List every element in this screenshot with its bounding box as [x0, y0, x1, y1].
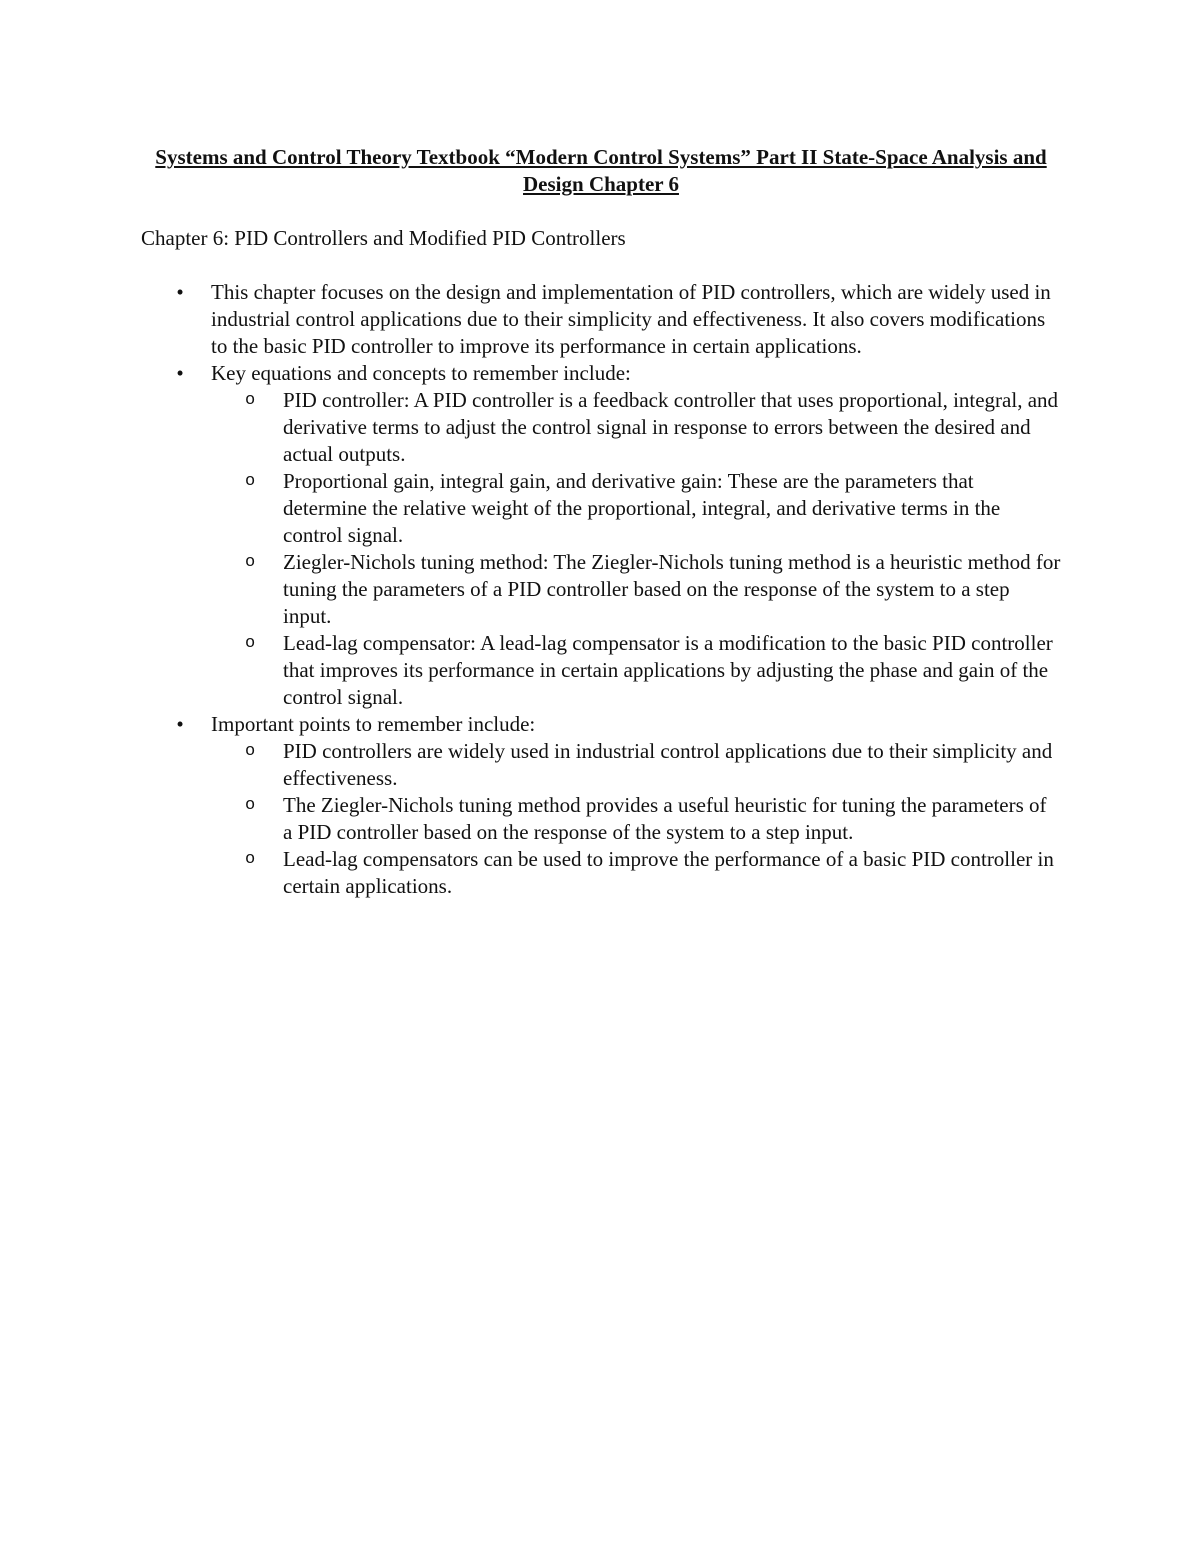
document-page — [141, 144, 1061, 900]
bullet-text: Key equations and concepts to remember include: — [211, 361, 631, 385]
sub-bullet-item — [141, 549, 1061, 630]
bullet-icon: • — [176, 280, 184, 304]
sub-bullet-item — [141, 792, 1061, 846]
bullet-list — [141, 279, 1061, 900]
sub-bullet-text: PID controllers are widely used in industrial control applications due to their simplicity and effectiveness. — [283, 739, 1053, 790]
bullet-icon: • — [176, 712, 184, 736]
sub-bullet-icon: o — [245, 472, 256, 491]
sub-bullet-list — [211, 738, 1061, 900]
sub-bullet-icon: o — [245, 850, 256, 869]
sub-bullet-icon: o — [245, 634, 256, 653]
sub-bullet-text: Lead-lag compensator: A lead-lag compensator is a modification to the basic PID controller that improves its performance in certain applications by adjusting the phase and gain of the control signal. — [283, 631, 1053, 709]
sub-bullet-text: Lead-lag compensators can be used to improve the performance of a basic PID controller in certain applications. — [283, 847, 1054, 898]
sub-bullet-text: Ziegler-Nichols tuning method: The Ziegler-Nichols tuning method is a heuristic method for tuning the parameters of a PID controller based on the response of the system to a step input. — [283, 550, 1061, 628]
bullet-item — [141, 279, 1061, 360]
sub-bullet-icon: o — [245, 742, 256, 761]
chapter-heading: Chapter 6: PID Controllers and Modified PID Controllers — [141, 226, 626, 250]
bullet-item — [141, 360, 1061, 711]
sub-bullet-list — [211, 387, 1061, 711]
sub-bullet-text: The Ziegler-Nichols tuning method provides a useful heuristic for tuning the parameters of a PID controller based on the response of the system to a step input. — [283, 793, 1047, 844]
bullet-icon: • — [176, 361, 184, 385]
sub-bullet-item — [141, 738, 1061, 792]
sub-bullet-text: Proportional gain, integral gain, and derivative gain: These are the parameters that determine the relative weight of the proportional, integral, and derivative terms in the control signal. — [283, 469, 1001, 547]
sub-bullet-icon: o — [245, 391, 256, 410]
bullet-item — [141, 711, 1061, 900]
bullet-text: This chapter focuses on the design and implementation of PID controllers, which are widely used in industrial control applications due to their simplicity and effectiveness. It also covers modifications to the basic PID controller to improve its performance in certain applications. — [211, 280, 1051, 358]
bullet-text: Important points to remember include: — [211, 712, 536, 736]
sub-bullet-text: PID controller: A PID controller is a feedback controller that uses proportional, integral, and derivative terms to adjust the control signal in response to errors between the desired and actual outputs. — [283, 388, 1059, 466]
sub-bullet-item — [141, 630, 1061, 711]
sub-bullet-item — [141, 387, 1061, 468]
document-title: Systems and Control Theory Textbook “Modern Control Systems” Part II State-Space Analysis and Design Chapter 6 — [155, 145, 1047, 196]
sub-bullet-icon: o — [245, 553, 256, 572]
sub-bullet-icon: o — [245, 796, 256, 815]
sub-bullet-item — [141, 468, 1061, 549]
sub-bullet-item — [141, 846, 1061, 900]
